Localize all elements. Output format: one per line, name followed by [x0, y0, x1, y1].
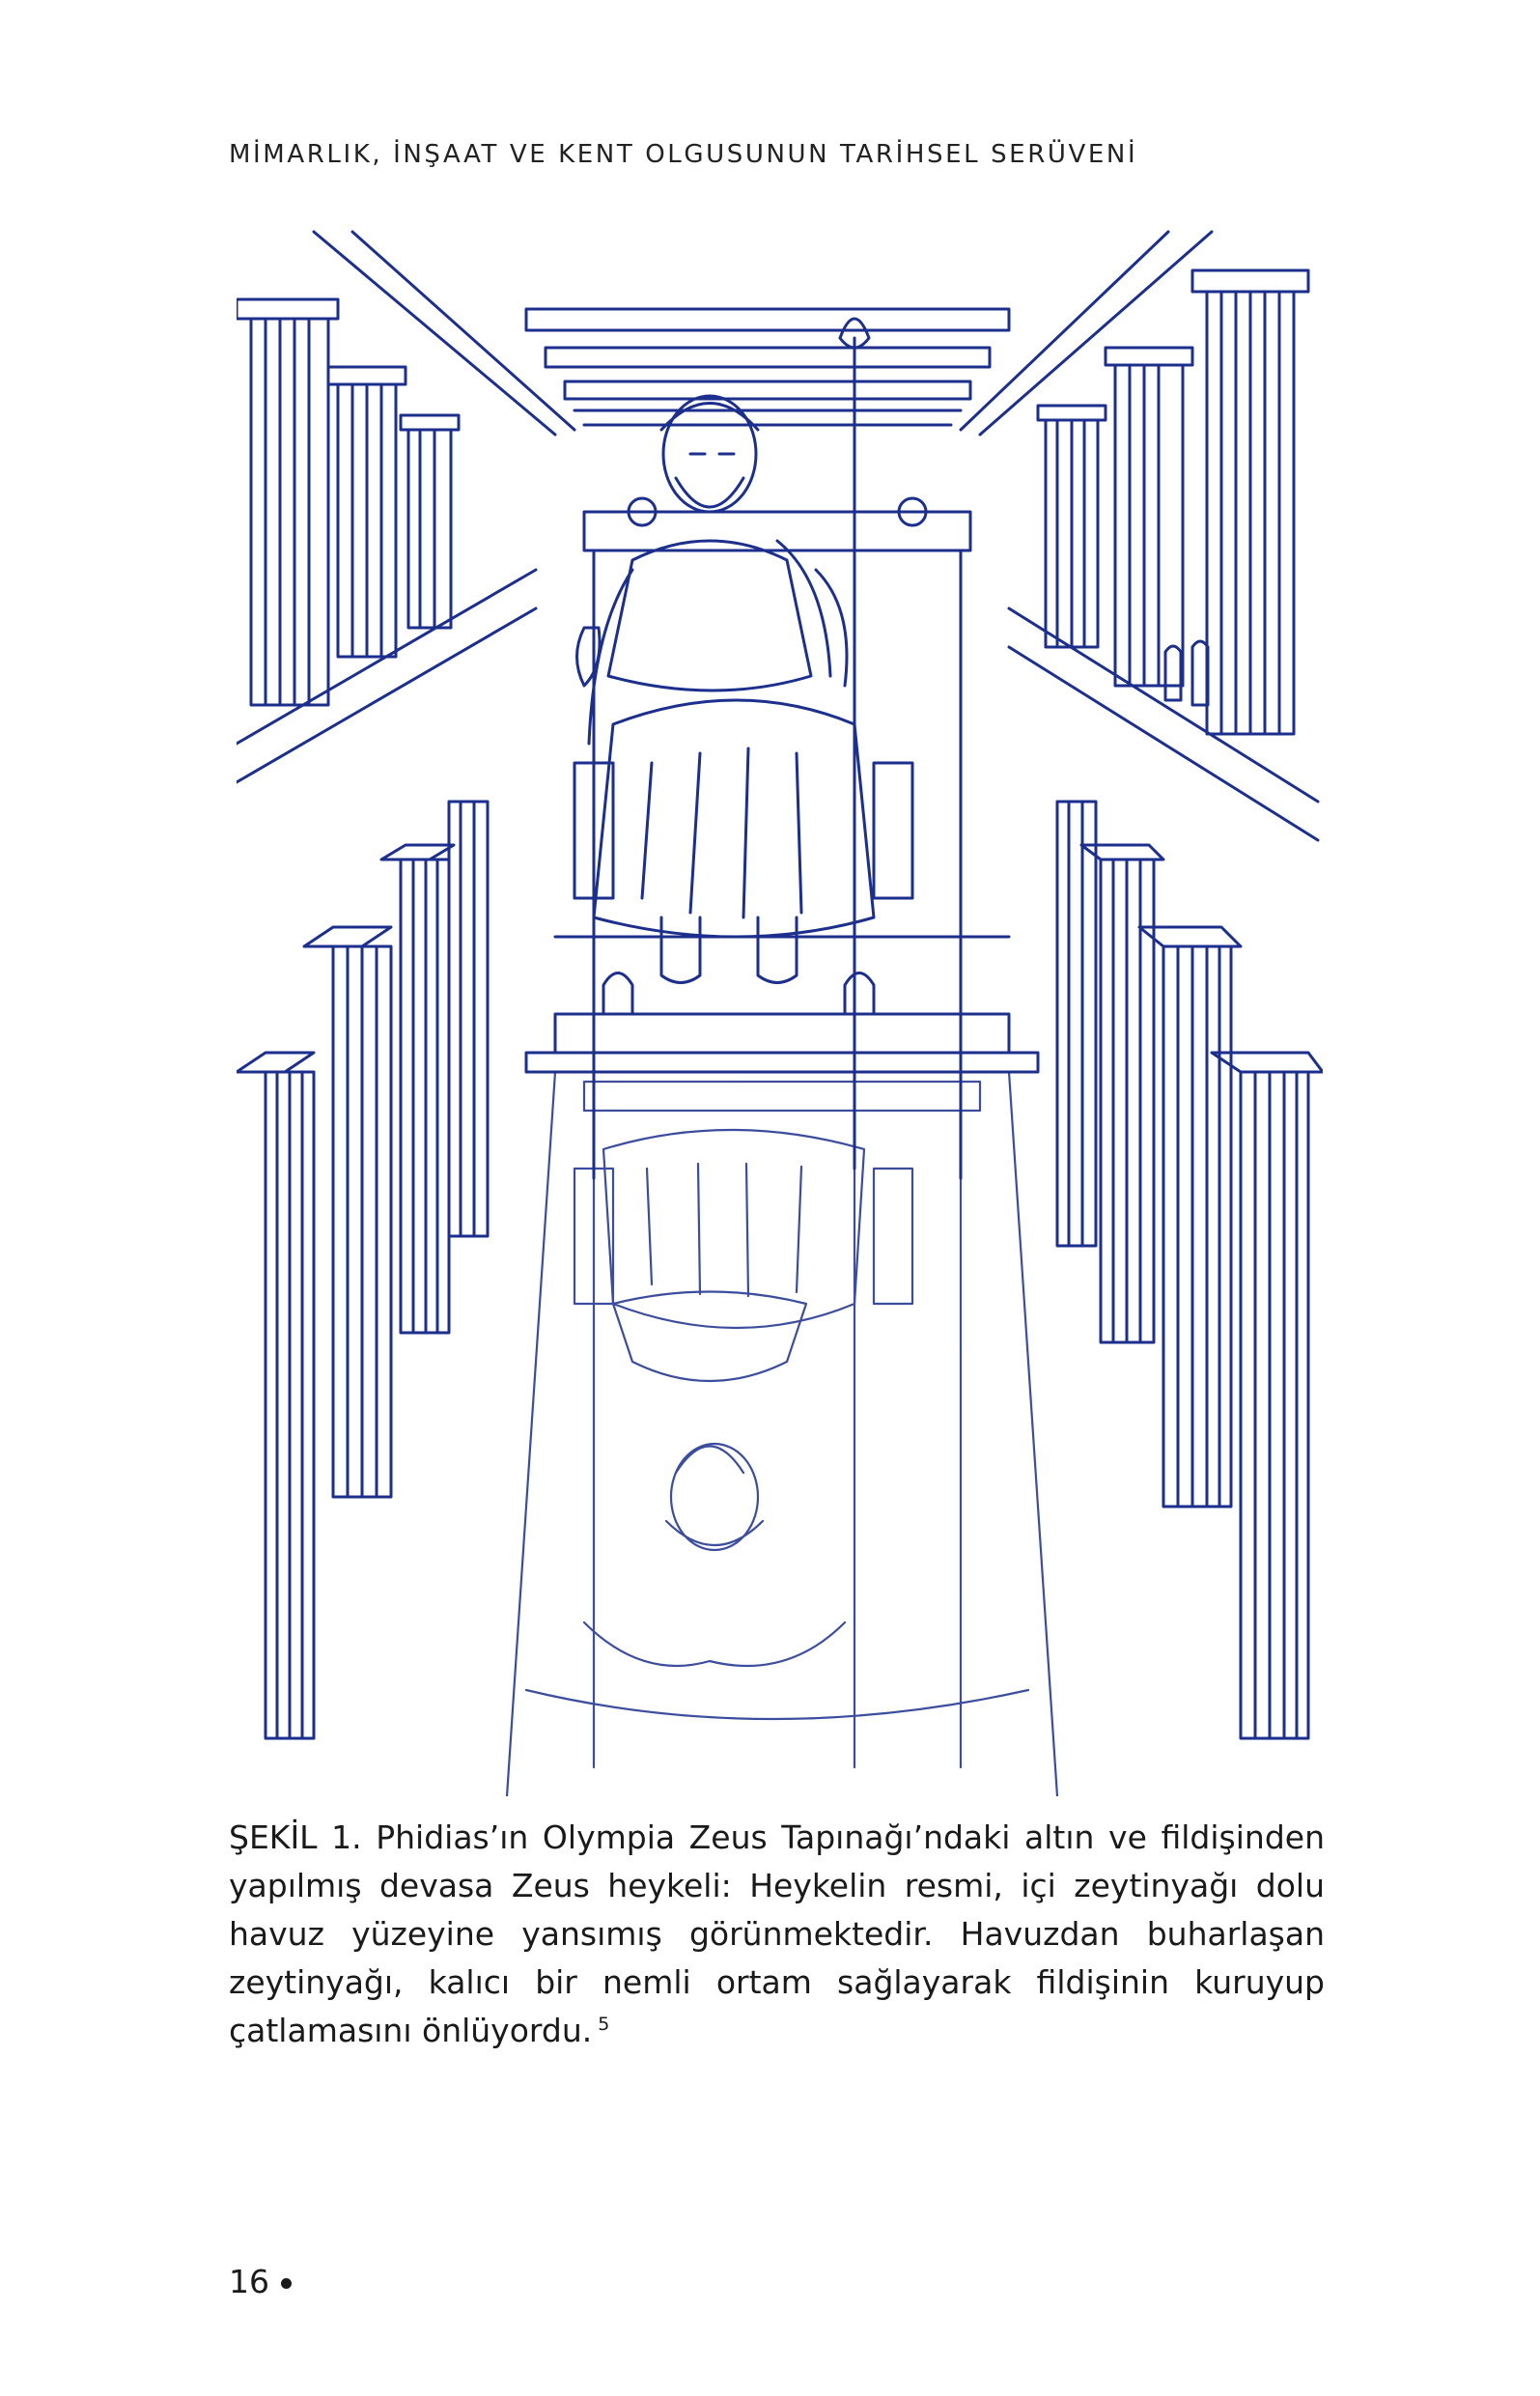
- running-header: MİMARLIK, İNŞAAT VE KENT OLGUSUNUN TARİHSEL SERÜVENİ: [229, 140, 1138, 169]
- left-lower-colonnade: [237, 802, 488, 1738]
- zeus-statue: [526, 319, 1038, 1178]
- caption-text: ŞEKİL 1. Phidias’ın Olympia Zeus Tapınağı’ndaki altın ve fildişinden yapılmış devasa Zeus heykeli: Heykelin resmi, içi zeytinyağı dolu havuz yüzeyine yansımış görünmektedir. Havuzdan buharlaşan zeytinyağı, kalıcı bir nemli ortam sağlayarak fildişinin kuruyup çatlamasını önlüyordu.: [229, 1818, 1325, 2049]
- page-number-text: 16: [229, 2263, 269, 2300]
- right-lower-colonnade: [1057, 802, 1323, 1738]
- figure-caption: [229, 1814, 1325, 2055]
- page-number: [229, 2263, 292, 2300]
- zeus-temple-illustration: [237, 222, 1323, 1796]
- pool-reflection: [507, 1072, 1057, 1796]
- bullet-icon: [281, 2278, 292, 2289]
- right-upper-colonnade: [1009, 270, 1318, 840]
- footnote-reference: 5: [598, 2014, 610, 2035]
- left-upper-colonnade: [237, 299, 536, 782]
